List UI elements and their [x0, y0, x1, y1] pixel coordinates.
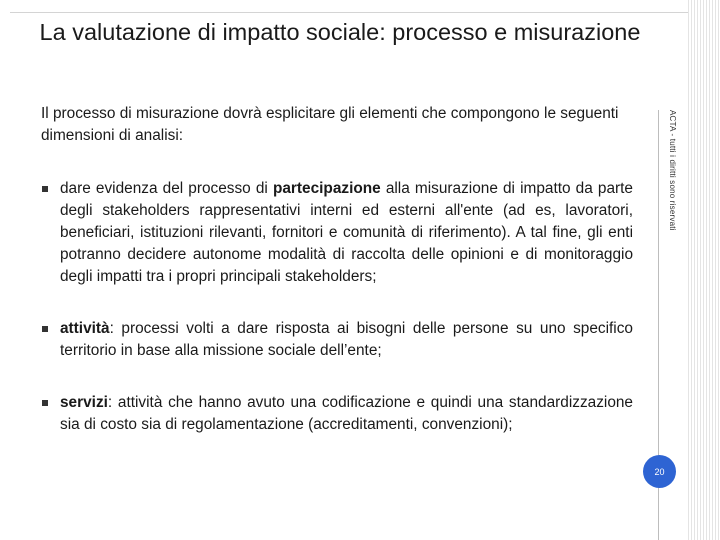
page-number-badge: 20 — [643, 455, 676, 488]
slide-title: La valutazione di impatto sociale: processo e misurazione — [39, 19, 641, 45]
bullet-keyword: attività — [60, 320, 110, 337]
top-frame-line — [10, 12, 688, 13]
bullet-text-post: alla misurazione di impatto da parte degli stakeholders rappresentativi interni ed esterni all'ente (ad es, lavoratori, beneficiari, istituzioni rilevanti, fornitori e comunità di riferimento). A tal fine, gli enti potranno decidere autonome modalità di raccolta delle opinioni e di monitoraggio degli impatti tra i propri principali stakeholders; — [60, 180, 633, 285]
bullet-item-partecipazione — [41, 178, 633, 288]
bullet-keyword: partecipazione — [272, 180, 381, 197]
square-bullet-icon — [42, 400, 48, 406]
bullet-text-post: : attività che hanno avuto una codificazione e quindi una standardizzazione sia di costo sia di regolamentazione (accreditamenti, convenzioni); — [60, 394, 633, 433]
copyright-label: ACTA - tutti i diritti sono riservati — [668, 110, 677, 231]
square-bullet-icon — [42, 326, 48, 332]
decorative-stripes — [688, 0, 720, 540]
bullet-list — [41, 178, 633, 436]
square-bullet-icon — [42, 186, 48, 192]
bullet-item-servizi — [41, 392, 633, 436]
bullet-item-attivita — [41, 318, 633, 362]
bullet-text-post: : processi volti a dare risposta ai bisogni delle persone su uno specifico territorio in base alla missione sociale dell’ente; — [60, 320, 633, 359]
bullet-text-pre: dare evidenza del processo di — [60, 180, 273, 197]
bullet-keyword: servizi — [60, 394, 108, 411]
intro-text: Il processo di misurazione dovrà esplicitare gli elementi che compongono le seguenti dimensioni di analisi: — [41, 105, 619, 144]
